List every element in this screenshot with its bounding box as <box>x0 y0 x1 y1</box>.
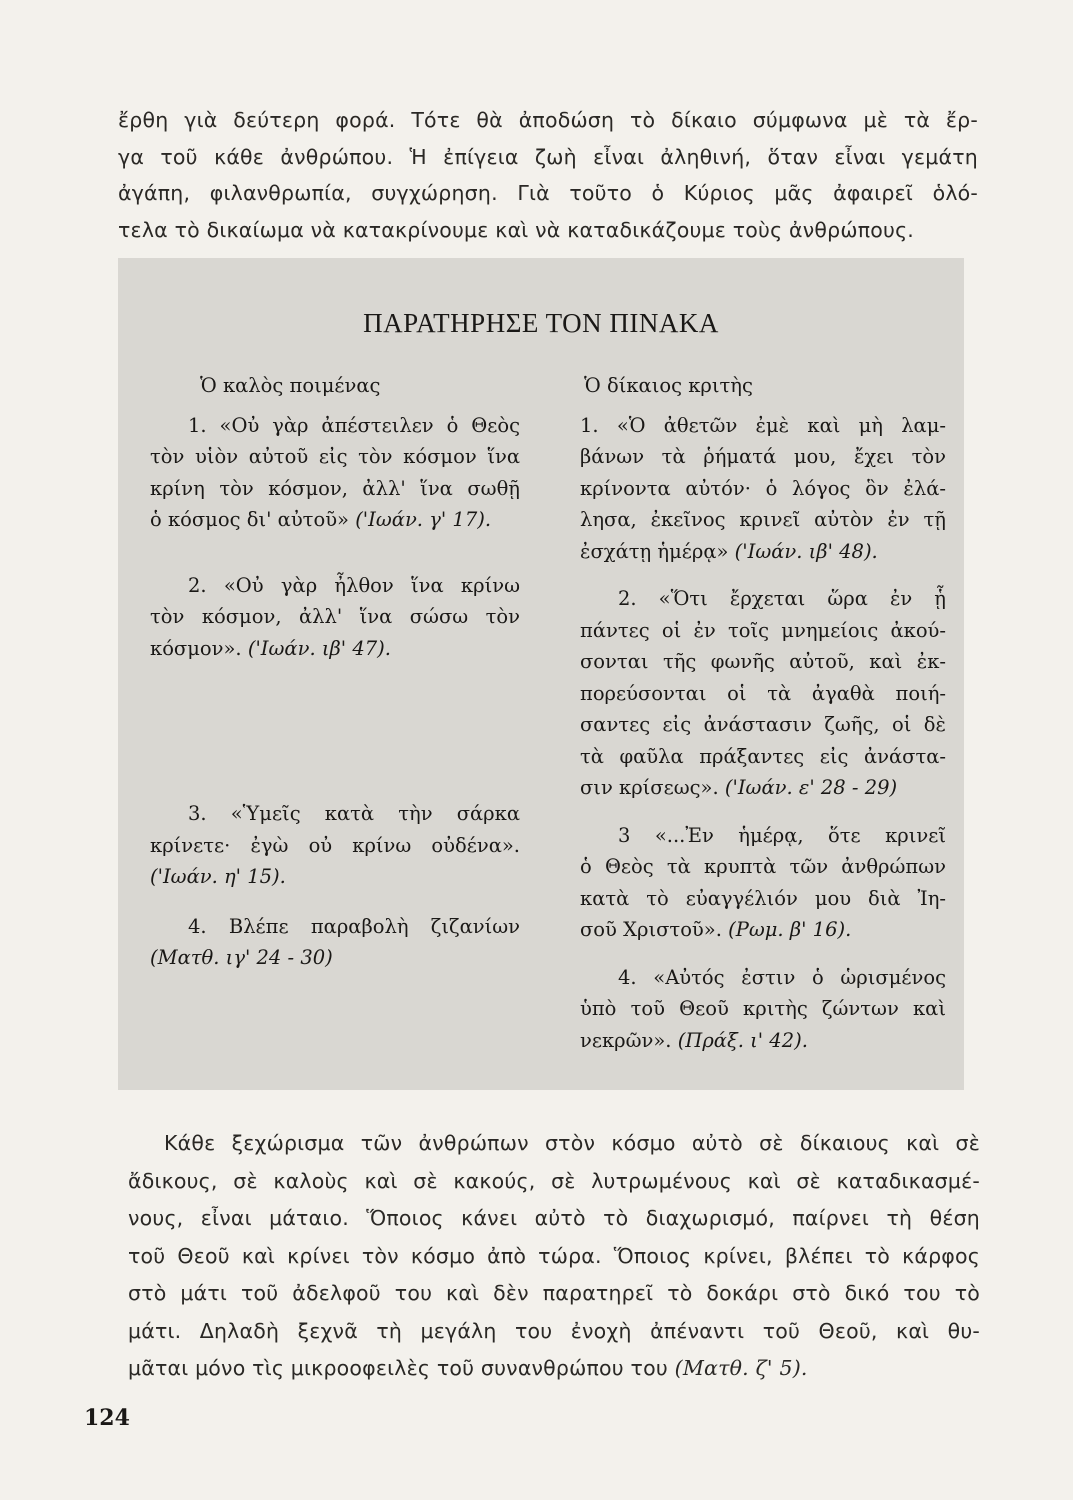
item-line: σιν κρίσεως». <box>580 776 719 799</box>
item-line: κόσμον». <box>150 636 242 660</box>
item-line: 3 «...Ἐν ἡμέρᾳ, ὅτε κρινεῖ <box>618 823 946 847</box>
text-line: ἔρθη γιὰ δεύτερη φορά. Τότε θὰ ἀποδώση τὸ δίκαιο σύμφωνα μὲ τὰ ἔρ- <box>118 108 978 132</box>
left-column-heading: Ὁ καλὸς ποιμένας <box>200 374 381 397</box>
right-item-3 <box>580 820 946 946</box>
item-line: 4. «Αὐτός ἐστιν ὁ ὡρισμένος <box>618 965 946 989</box>
text-line: ἀγάπη, φιλανθρωπία, συγχώρηση. Γιὰ τοῦτο ὁ Κύριος μᾶς ἀφαιρεῖ ὁλό- <box>118 181 978 205</box>
item-line: κρίνοντα αὐτόν· ὁ λόγος ὃν ἐλά- <box>580 476 946 500</box>
text-line: ἄδικους, σὲ καλοὺς καὶ σὲ κακούς, σὲ λυτρωμένους καὶ σὲ καταδικασμέ- <box>128 1168 980 1193</box>
item-line-with-ref <box>150 942 520 974</box>
item-line: ὁ Θεὸς τὰ κρυπτὰ τῶν ἀνθρώπων <box>580 855 946 878</box>
scripture-reference: ('Ιωάν. ιβ' 47). <box>247 636 391 660</box>
item-line: 1. «Ὁ ἀθετῶν ἐμὲ καὶ μὴ λαμ- <box>580 413 946 437</box>
item-line-with-ref <box>150 504 520 536</box>
text-line-with-ref <box>128 1350 980 1388</box>
left-item-2 <box>150 570 520 665</box>
scripture-reference: ('Ιωάν. ε' 28 - 29) <box>724 776 898 799</box>
right-column-heading: Ὁ δίκαιος κριτὴς <box>584 374 753 397</box>
right-item-1 <box>580 410 946 568</box>
scripture-reference: (Ματθ. ιγ' 24 - 30) <box>150 946 333 969</box>
right-item-4 <box>580 962 946 1057</box>
scripture-reference: ('Ιωάν. η' 15). <box>150 865 286 888</box>
text-line: νους, εἶναι μάταιο. Ὅποιος κάνει αὐτὸ τὸ διαχωρισμό, παίρνει τὴ θέση <box>128 1206 980 1230</box>
item-line: νεκρῶν». <box>580 1028 672 1052</box>
item-line: 2. «Οὐ γὰρ ἦλθον ἵνα κρίνω <box>188 573 520 597</box>
right-column <box>580 370 946 1072</box>
item-line: 1. «Οὐ γὰρ ἀπέστειλεν ὁ Θεὸς <box>188 413 520 437</box>
item-line: τὸν υἱὸν αὐτοῦ εἰς τὸν κόσμον ἵνα <box>150 445 520 468</box>
item-line-with-ref <box>580 914 946 946</box>
item-line: βάνων τὰ ῥήματά μου, ἔχει τὸν <box>580 445 946 468</box>
item-line-with-ref <box>580 772 946 804</box>
text-line: μάτι. Δηλαδὴ ξεχνᾶ τὴ μεγάλη του ἐνοχὴ ἀπέναντι τοῦ Θεοῦ, καὶ θυ- <box>128 1318 980 1343</box>
item-line: πάντες οἱ ἐν τοῖς μνημείοις ἀκού- <box>580 618 946 642</box>
table-title: ΠΑΡΑΤΗΡΗΣΕ ΤΟΝ ΠΙΝΑΚΑ <box>363 308 719 338</box>
item-line: σονται τῆς φωνῆς αὐτοῦ, καὶ ἐκ- <box>580 650 946 673</box>
text-line: τελα τὸ δικαίωμα νὰ κατακρίνουμε καὶ νὰ καταδικάζουμε τοὺς ἀνθρώπους. <box>118 217 915 242</box>
left-item-1 <box>150 410 520 536</box>
item-line-with-ref <box>150 633 520 665</box>
item-line-with-ref <box>150 861 520 893</box>
left-column <box>150 370 520 990</box>
item-line-with-ref <box>580 536 946 568</box>
text-line: μᾶται μόνο τὶς μικροοφειλὲς τοῦ συνανθρώπου του <box>128 1356 668 1380</box>
item-line: πορεύσονται οἱ τὰ ἀγαθὰ ποιή- <box>580 681 946 705</box>
scripture-reference: (Πράξ. ι' 42). <box>677 1028 808 1052</box>
item-line: τὰ φαῦλα πράξαντες εἰς ἀνάστα- <box>580 744 946 768</box>
scripture-reference: ('Ιωάν. ιβ' 48). <box>734 539 878 563</box>
scripture-reference: (Ματθ. ζ' 5). <box>674 1356 808 1380</box>
left-item-3 <box>150 798 520 893</box>
item-line: τὸν κόσμον, ἀλλ' ἵνα σώσω τὸν <box>150 605 520 628</box>
scripture-reference: ('Ιωάν. γ' 17). <box>355 508 492 531</box>
item-line: κρίνη τὸν κόσμον, ἀλλ' ἵνα σωθῇ <box>150 476 520 500</box>
item-line: ὑπὸ τοῦ Θεοῦ κριτὴς ζώντων καὶ <box>580 997 946 1020</box>
text-line: στὸ μάτι τοῦ ἀδελφοῦ του καὶ δὲν παρατηρεῖ τὸ δοκάρι στὸ δικό του τὸ <box>128 1281 980 1305</box>
item-line: κατὰ τὸ εὐαγγέλιόν μου διὰ Ἰη- <box>580 886 946 910</box>
item-line: σοῦ Χριστοῦ». <box>580 918 722 941</box>
item-line: σαντες εἰς ἀνάστασιν ζωῆς, οἱ δὲ <box>580 713 946 736</box>
left-item-4 <box>150 911 520 974</box>
item-line: λησα, ἐκεῖνος κρινεῖ αὐτὸν ἐν τῇ <box>580 508 946 531</box>
item-line: κρίνετε· ἐγὼ οὐ κρίνω οὐδένα». <box>150 833 520 857</box>
text-line: γα τοῦ κάθε ἀνθρώπου. Ἡ ἐπίγεια ζωὴ εἶναι ἀληθινή, ὅταν εἶναι γεμάτη <box>118 144 978 169</box>
right-item-2 <box>580 583 946 804</box>
item-line-with-ref <box>580 1025 946 1057</box>
text-line: Κάθε ξεχώρισμα τῶν ἀνθρώπων στὸν κόσμο αὐτὸ σὲ δίκαιους καὶ σὲ <box>164 1131 980 1155</box>
intro-paragraph <box>118 102 978 248</box>
item-line: 4. Βλέπε παραβολὴ ζιζανίων <box>188 914 520 938</box>
page-number: 124 <box>84 1405 130 1431</box>
item-line: ὁ κόσμος δι' αὐτοῦ» <box>150 508 349 531</box>
item-line: 2. «Ὅτι ἔρχεται ὥρα ἐν ᾗ <box>618 587 946 610</box>
text-line: τοῦ Θεοῦ καὶ κρίνει τὸν κόσμο ἀπὸ τώρα. Ὅποιος κρίνει, βλέπει τὸ κάρφος <box>128 1243 980 1268</box>
comparison-table-box <box>118 258 964 1090</box>
closing-paragraph <box>128 1125 980 1388</box>
item-line: 3. «Ὑμεῖς κατὰ τὴν σάρκα <box>188 802 520 825</box>
scripture-reference: (Ρωμ. β' 16). <box>728 918 852 941</box>
item-line: ἐσχάτῃ ἡμέρᾳ» <box>580 539 729 563</box>
